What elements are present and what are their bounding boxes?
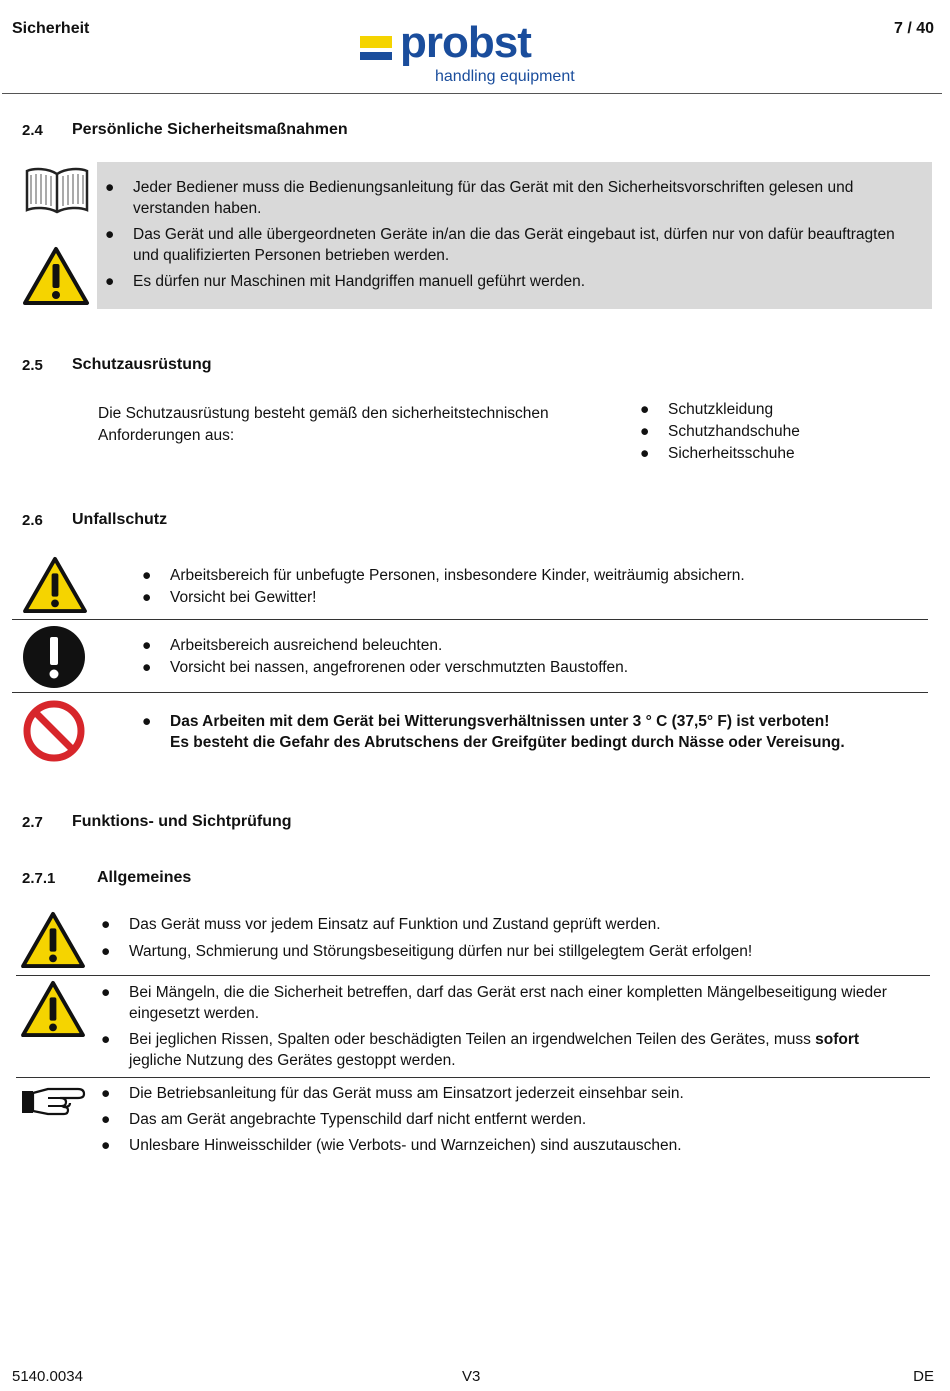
list-item: ● Unlesbare Hinweisschilder (wie Verbots- und Warnzeichen) sind auszutauschen. (101, 1137, 682, 1154)
accident-prevention-list-1 (134, 565, 914, 609)
document-version: V3 (462, 1368, 481, 1385)
probst-logo (360, 18, 590, 90)
divider (16, 975, 930, 976)
section-number: 2.6 (22, 512, 43, 529)
header-divider (2, 93, 942, 94)
book-icon (24, 166, 90, 216)
list-item: ● Es dürfen nur Maschinen mit Handgriffen manuell geführt werden. (105, 273, 586, 290)
section-title: Unfallschutz (72, 511, 168, 528)
section-number: 2.4 (22, 122, 43, 139)
accident-prevention-list-2 (134, 635, 914, 679)
section-title: Funktions- und Sichtprüfung (72, 813, 292, 830)
page-number: 7 / 40 (893, 20, 934, 37)
warning-triangle-icon (22, 556, 88, 614)
document-language: DE (913, 1368, 934, 1385)
general-checks-list-2 (93, 982, 903, 1071)
safety-measures-list (97, 177, 907, 292)
list-item: ● Das Arbeiten mit dem Gerät bei Witterungsverhältnissen unter 3 ° C (37,5° F) ist verboten! Es besteht die Gefahr des Abrutschens der Greifgüter bedingt durch Nässe oder Vereisung. (142, 713, 845, 751)
list-item: ● Das Gerät und alle übergeordneten Geräte in/an die das Gerät eingebaut ist, dürfen nur von dafür beauftragten und qualifizierten Personen betrieben werden. (105, 226, 895, 264)
logo-bar-blue (360, 52, 392, 60)
subsection-number: 2.7.1 (22, 870, 56, 887)
section-title: Persönliche Sicherheitsmaßnahmen (72, 121, 348, 138)
protective-equipment-list (632, 399, 892, 465)
divider (12, 619, 928, 620)
protective-equipment-intro: Die Schutzausrüstung besteht gemäß den sicherheitstechnischen Anforderungen aus: (98, 405, 549, 444)
accident-prevention-list-3 (134, 711, 924, 753)
list-item: ● Arbeitsbereich ausreichend beleuchten. (142, 637, 443, 654)
pointing-hand-icon (20, 1082, 86, 1118)
logo-word: probst (400, 18, 531, 67)
divider (12, 692, 928, 693)
safety-measures-box (97, 162, 932, 309)
list-item: ● Arbeitsbereich für unbefugte Personen, insbesondere Kinder, weiträumig absichern. (142, 567, 745, 584)
section-number: 2.5 (22, 357, 43, 374)
warning-triangle-icon (20, 911, 86, 969)
list-item: ● Vorsicht bei nassen, angefrorenen oder verschmutzten Baustoffen. (142, 659, 629, 676)
warning-triangle-icon (20, 980, 86, 1038)
logo-subtitle: handling equipment (435, 68, 575, 85)
list-item: ● Die Betriebsanleitung für das Gerät muss am Einsatzort jederzeit einsehbar sein. (101, 1085, 684, 1102)
list-item: ● Das Gerät muss vor jedem Einsatz auf Funktion und Zustand geprüft werden. (101, 916, 661, 933)
list-item: ● Schutzhandschuhe (640, 423, 800, 440)
section-number: 2.7 (22, 814, 43, 831)
list-item: ● Schutzkleidung (640, 401, 774, 418)
logo-bar-yellow (360, 36, 392, 48)
list-item: ● Vorsicht bei Gewitter! (142, 589, 317, 606)
mandatory-exclamation-icon (22, 625, 86, 689)
list-item: ● Bei Mängeln, die die Sicherheit betreffen, darf das Gerät erst nach einer kompletten Mängelbeseitigung wieder eingesetzt werden. (101, 984, 887, 1022)
prohibition-icon (22, 699, 86, 763)
section-title: Schutzausrüstung (72, 356, 212, 373)
general-checks-list-3 (93, 1083, 923, 1157)
divider (16, 1077, 930, 1078)
list-item: ● Bei jeglichen Rissen, Spalten oder beschädigten Teilen an irgendwelchen Teilen des Gerätes, muss sofort jegliche Nutzung des Gerätes gestoppt werden. (101, 1031, 860, 1069)
header-section-title: Sicherheit (12, 20, 90, 37)
list-item: ● Wartung, Schmierung und Störungsbeseitigung dürfen nur bei stillgelegtem Gerät erfolgen! (101, 943, 753, 960)
list-item: ● Sicherheitsschuhe (640, 445, 795, 462)
warning-triangle-icon (22, 246, 90, 306)
list-item: ● Das am Gerät angebrachte Typenschild darf nicht entfernt werden. (101, 1111, 587, 1128)
general-checks-list-1 (93, 914, 923, 963)
subsection-title: Allgemeines (97, 869, 192, 886)
document-number: 5140.0034 (12, 1368, 83, 1385)
list-item: ● Jeder Bediener muss die Bedienungsanleitung für das Gerät mit den Sicherheitsvorschriften gelesen und verstanden haben. (105, 179, 854, 217)
